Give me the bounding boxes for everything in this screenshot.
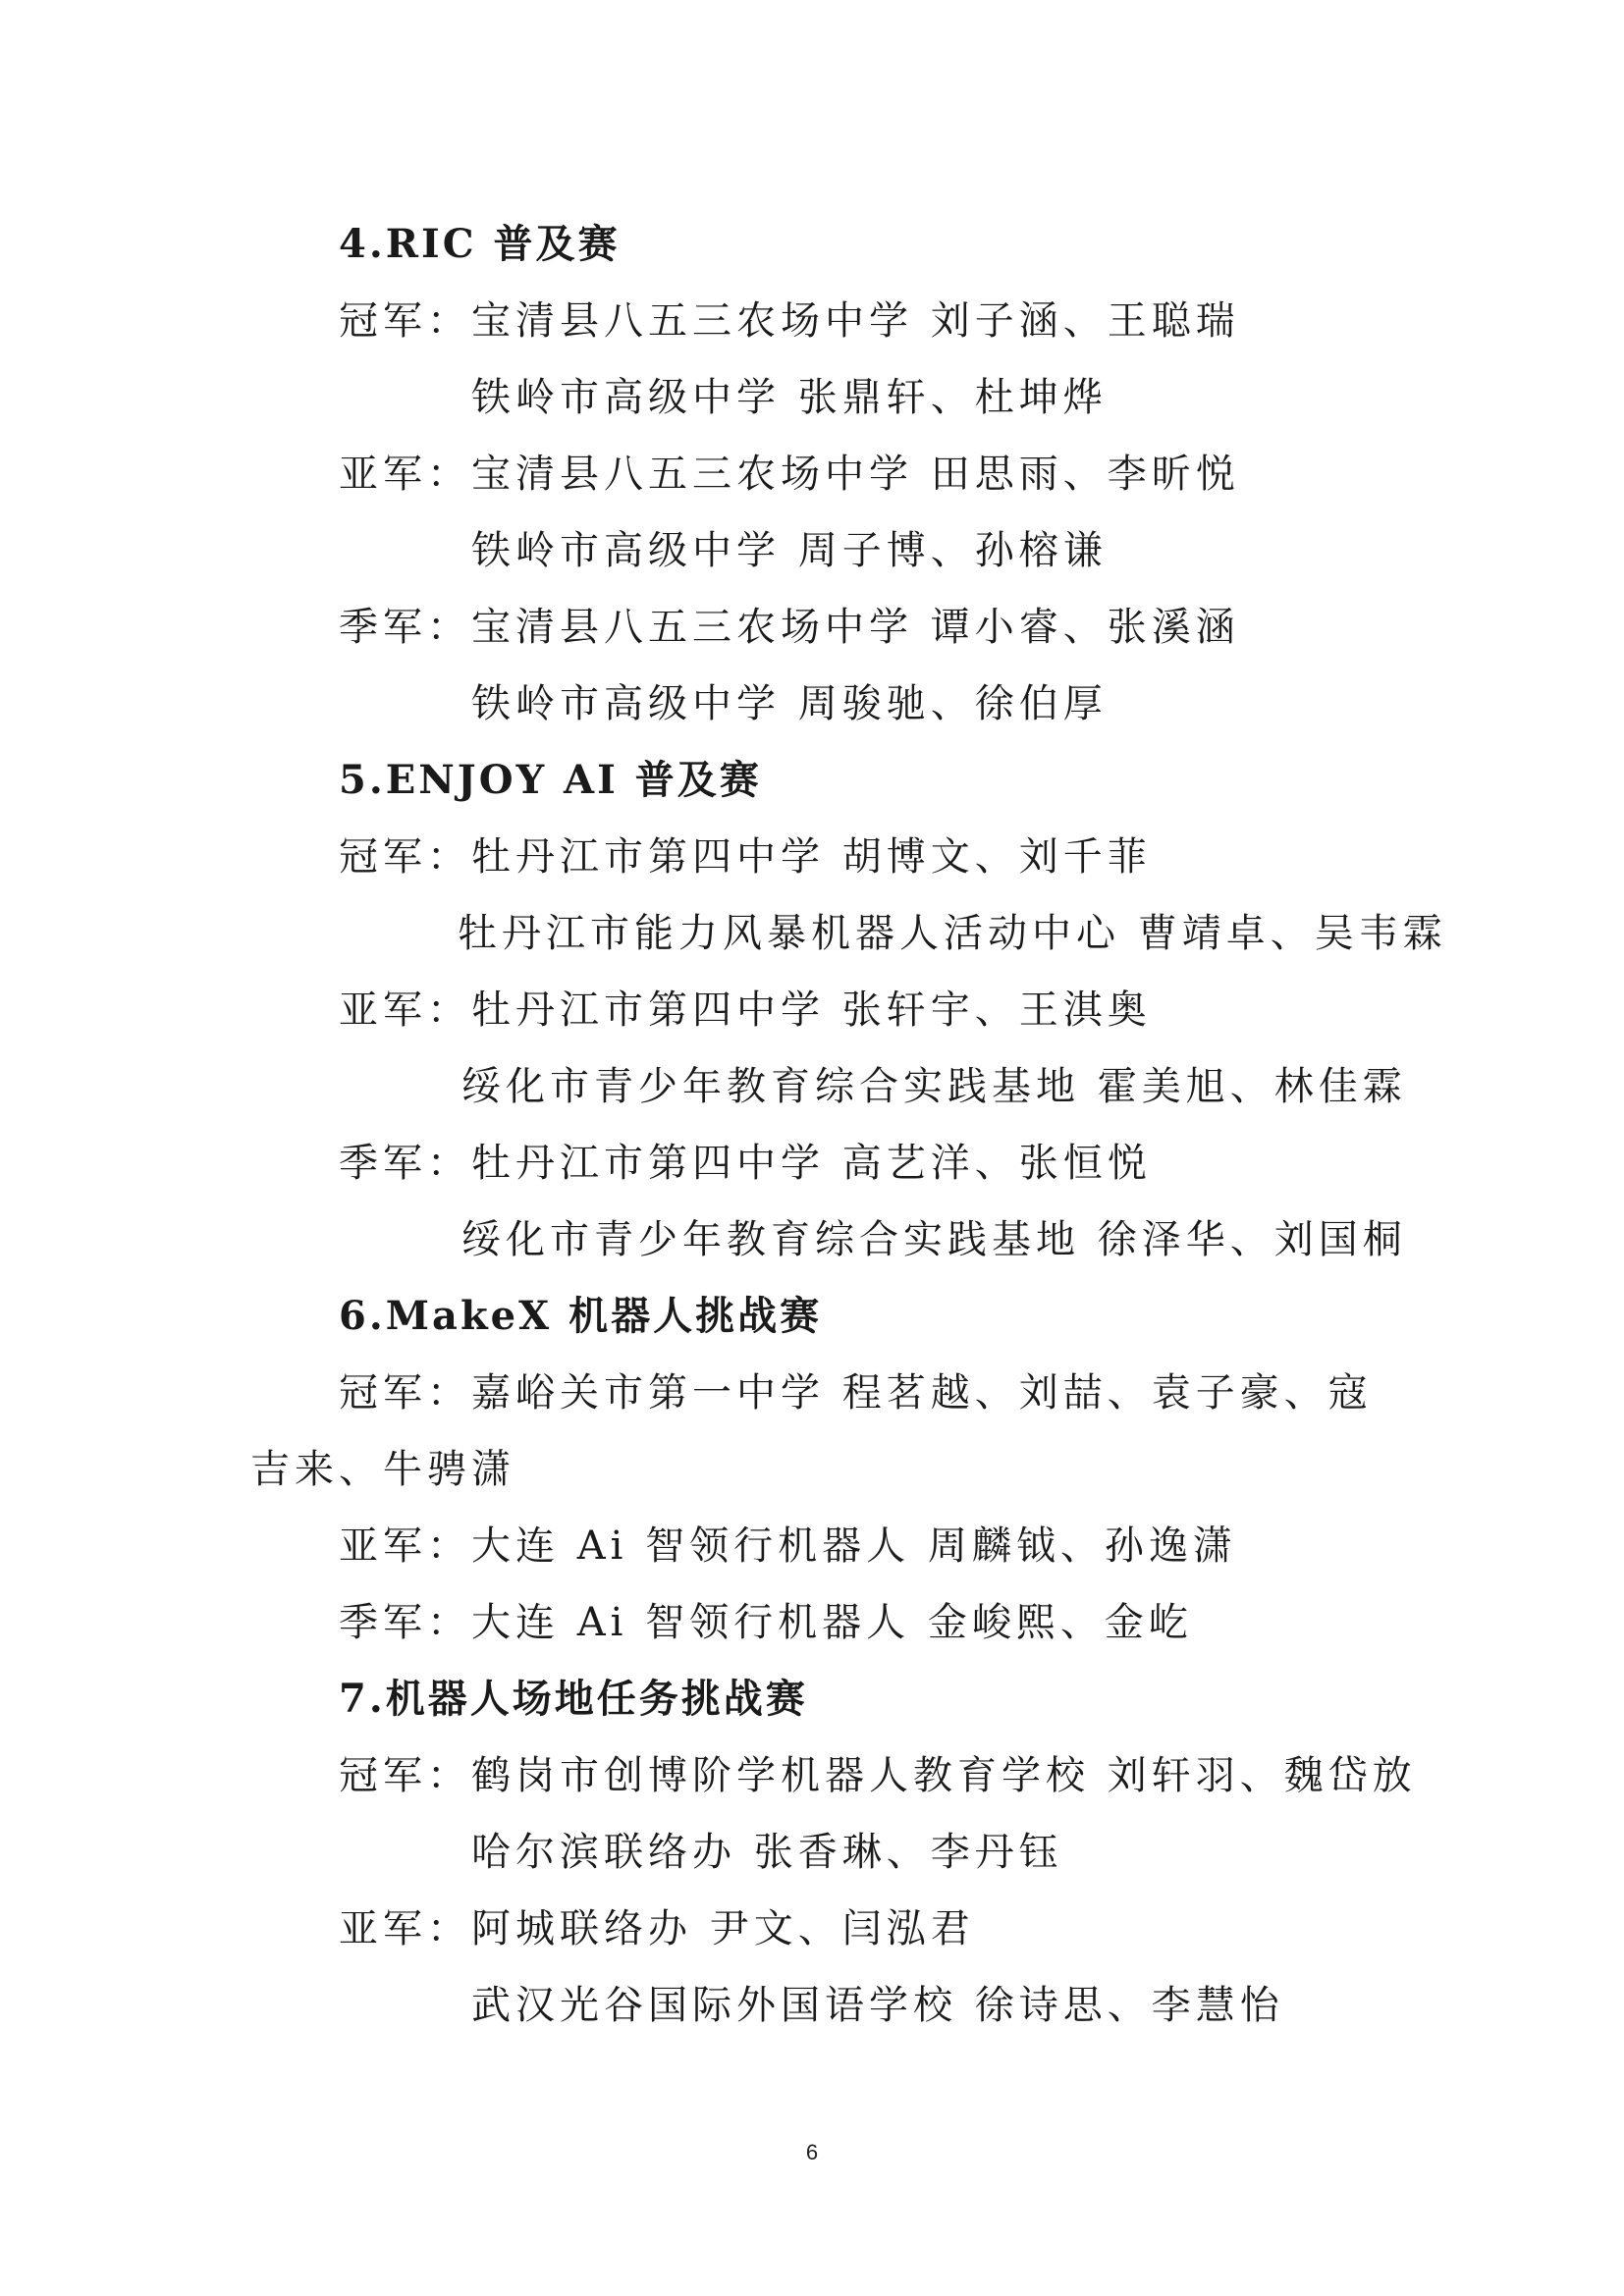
award-line: 铁岭市高级中学 张鼎轩、杜坤烨: [471, 375, 1108, 420]
award-line-continued: 吉来、牛骋潇: [250, 1447, 515, 1492]
award-line: 冠军：嘉峪关市第一中学 程茗越、刘喆、袁子豪、寇: [339, 1370, 1373, 1415]
award-line: 铁岭市高级中学 周骏驰、徐伯厚: [471, 681, 1108, 726]
award-line: 武汉光谷国际外国语学校 徐诗思、李慧怡: [471, 1983, 1284, 2028]
award-line: 亚军：牡丹江市第四中学 张轩宇、王淇奥: [339, 988, 1152, 1033]
award-line: 亚军：宝清县八五三农场中学 田思雨、李昕悦: [339, 452, 1240, 497]
section-heading: 7.机器人场地任务挑战赛: [339, 1676, 808, 1722]
award-line: 铁岭市高级中学 周子博、孙榕谦: [471, 528, 1108, 573]
award-line: 季军：牡丹江市第四中学 高艺洋、张恒悦: [339, 1141, 1152, 1186]
award-line: 亚军：阿城联络办 尹文、闫泓君: [339, 1906, 975, 1951]
section-heading: 4.RIC 普及赛: [339, 221, 621, 267]
section-heading: 6.MakeX 机器人挑战赛: [339, 1293, 823, 1339]
award-line: 绥化市青少年教育综合实践基地 霍美旭、林佳霖: [461, 1064, 1407, 1109]
award-line: 冠军：宝清县八五三农场中学 刘子涵、王聪瑞: [339, 298, 1240, 344]
page-number: 6: [805, 2140, 819, 2164]
award-line: 冠军：鹤岗市创博阶学机器人教育学校 刘轩羽、魏岱放: [339, 1753, 1417, 1798]
section-heading: 5.ENJOY AI 普及赛: [339, 757, 762, 803]
award-line: 季军：宝清县八五三农场中学 谭小睿、张溪涵: [339, 605, 1240, 650]
award-line: 哈尔滨联络办 张香琳、李丹钰: [471, 1830, 1063, 1875]
award-line: 冠军：牡丹江市第四中学 胡博文、刘千菲: [339, 834, 1152, 880]
award-line: 季军：大连 Ai 智领行机器人 金峻熙、金屹: [339, 1600, 1193, 1645]
award-line: 牡丹江市能力风暴机器人活动中心 曹靖卓、吴韦霖: [458, 911, 1447, 956]
award-line: 亚军：大连 Ai 智领行机器人 周麟钺、孙逸潇: [339, 1523, 1237, 1569]
award-line: 绥化市青少年教育综合实践基地 徐泽华、刘国桐: [461, 1217, 1407, 1262]
